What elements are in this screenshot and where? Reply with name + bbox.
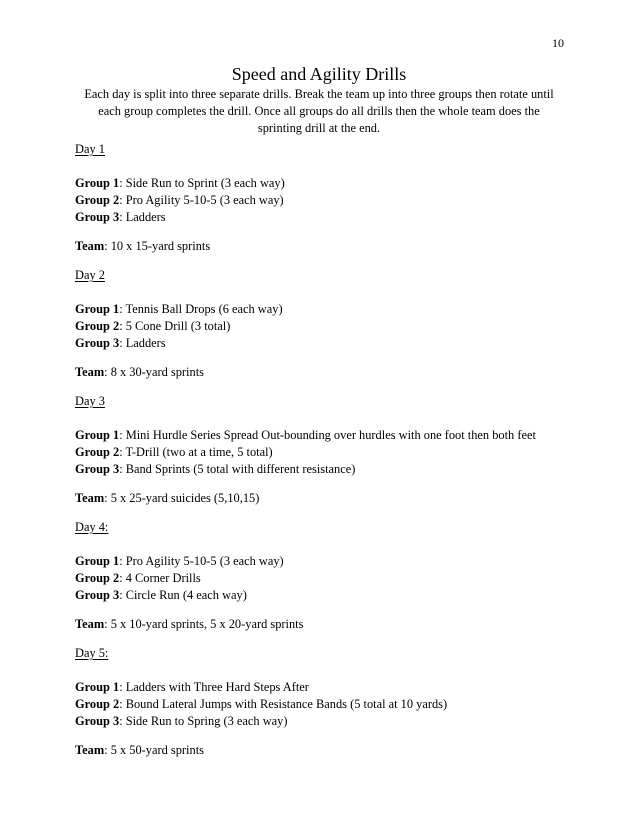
day-section (75, 267, 595, 381)
drill-schedule (75, 141, 595, 771)
group-line (75, 175, 595, 192)
group-text: : Bound Lateral Jumps with Resistance Bands (5 total at 10 yards) (119, 697, 448, 711)
group-label: Group 2 (75, 445, 120, 459)
team-line (75, 616, 595, 633)
group-line (75, 587, 595, 604)
page-number: 10 (552, 36, 564, 50)
group-label: Group 3 (75, 210, 120, 224)
group-label: Group 3 (75, 714, 120, 728)
day-heading: Day 5: (75, 646, 109, 660)
group-text: : Pro Agility 5-10-5 (3 each way) (119, 554, 284, 568)
page-title: Speed and Agility Drills (231, 64, 407, 84)
group-text: : 4 Corner Drills (119, 571, 201, 585)
group-label: Group 3 (75, 336, 120, 350)
day-heading: Day 4: (75, 520, 109, 534)
group-label: Group 1 (75, 554, 120, 568)
group-text: : Tennis Ball Drops (6 each way) (119, 302, 283, 316)
intro-line: sprinting drill at the end. (257, 121, 381, 135)
team-label: Team (75, 491, 105, 505)
team-line (75, 364, 595, 381)
group-text: : Ladders with Three Hard Steps After (119, 680, 309, 694)
team-text: : 8 x 30-yard sprints (104, 365, 204, 379)
group-text: : Side Run to Sprint (3 each way) (119, 176, 285, 190)
group-text: : Ladders (119, 336, 166, 350)
group-text: : T-Drill (two at a time, 5 total) (119, 445, 273, 459)
group-line (75, 209, 595, 226)
group-line (75, 553, 595, 570)
group-text: : 5 Cone Drill (3 total) (119, 319, 231, 333)
day-heading: Day 1 (75, 142, 105, 156)
group-text: : Mini Hurdle Series Spread Out-bounding over hurdles with one foot then both feet (119, 428, 536, 442)
group-line (75, 713, 595, 730)
group-line (75, 427, 595, 444)
team-line (75, 490, 595, 507)
group-line (75, 444, 595, 461)
group-text: : Pro Agility 5-10-5 (3 each way) (119, 193, 284, 207)
group-label: Group 1 (75, 680, 120, 694)
team-text: : 5 x 10-yard sprints, 5 x 20-yard sprints (104, 617, 304, 631)
group-label: Group 3 (75, 462, 120, 476)
team-label: Team (75, 617, 105, 631)
day-heading: Day 3 (75, 394, 105, 408)
group-text: : Circle Run (4 each way) (119, 588, 247, 602)
intro-line: each group completes the drill. Once all groups do all drills then the whole team does the (98, 104, 540, 118)
group-text: : Side Run to Spring (3 each way) (119, 714, 288, 728)
group-label: Group 2 (75, 571, 120, 585)
group-label: Group 1 (75, 428, 120, 442)
day-section (75, 645, 595, 759)
group-line (75, 570, 595, 587)
group-line (75, 301, 595, 318)
day-section (75, 393, 595, 507)
group-label: Group 2 (75, 697, 120, 711)
team-label: Team (75, 743, 105, 757)
day-heading: Day 2 (75, 268, 105, 282)
group-line (75, 318, 595, 335)
group-line (75, 192, 595, 209)
group-line (75, 679, 595, 696)
group-label: Group 1 (75, 176, 120, 190)
group-line (75, 335, 595, 352)
group-label: Group 3 (75, 588, 120, 602)
team-text: : 5 x 50-yard sprints (104, 743, 204, 757)
group-text: : Ladders (119, 210, 166, 224)
group-label: Group 2 (75, 193, 120, 207)
team-text: : 10 x 15-yard sprints (104, 239, 211, 253)
group-label: Group 2 (75, 319, 120, 333)
team-line (75, 742, 595, 759)
intro-line: Each day is split into three separate drills. Break the team up into three groups then rotate until (84, 87, 554, 101)
team-line (75, 238, 595, 255)
group-line (75, 696, 595, 713)
team-text: : 5 x 25-yard suicides (5,10,15) (104, 491, 260, 505)
team-label: Team (75, 365, 105, 379)
day-section (75, 519, 595, 633)
intro-paragraph (74, 86, 564, 137)
group-line (75, 461, 595, 478)
team-label: Team (75, 239, 105, 253)
group-label: Group 1 (75, 302, 120, 316)
day-section (75, 141, 595, 255)
group-text: : Band Sprints (5 total with different resistance) (119, 462, 356, 476)
